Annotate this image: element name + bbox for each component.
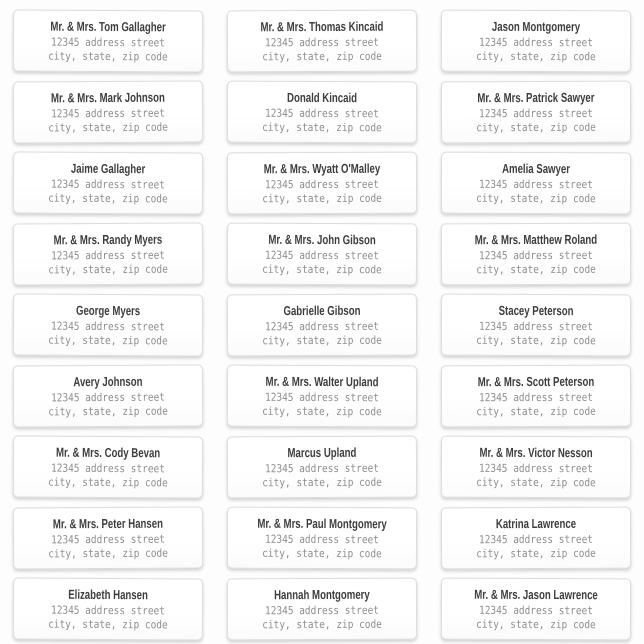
recipient-name: George Myers [75,302,141,319]
address-line-1: 12345 address street [50,319,165,334]
recipient-name: Mr. & Mrs. Mark Johnson [50,89,165,106]
address-label [227,152,417,215]
address-line-2: city, state, zip code [476,120,596,134]
address-label [441,436,631,499]
address-label [13,293,203,356]
address-label [13,364,203,427]
address-lines [241,107,403,135]
address-lines [27,320,189,348]
address-label [13,506,203,569]
address-line-1: 12345 address street [479,248,593,263]
address-label [441,507,631,570]
address-line-2: city, state, zip code [48,49,168,63]
address-line-2: city, state, zip code [48,546,168,560]
address-lines [455,107,617,135]
address-line-2: city, state, zip code [262,49,382,63]
recipient-name: Mr. & Mrs. John Gibson [268,231,376,248]
recipient-name: Mr. & Mrs. Randy Myers [53,231,163,248]
recipient-name: Mr. & Mrs. Walter Upland [265,373,379,390]
address-lines [27,604,189,632]
recipient-name: Amelia Sawyer [502,160,571,177]
address-label [13,151,203,214]
address-line-2: city, state, zip code [476,404,596,418]
recipient-name: Gabrielle Gibson [283,302,361,319]
address-line-1: 12345 address street [265,390,379,405]
address-line-2: city, state, zip code [48,191,168,205]
address-line-1: 12345 address street [265,106,379,121]
address-line-1: 12345 address street [51,532,165,547]
recipient-name: Marcus Upland [287,444,357,461]
address-label [441,152,631,215]
recipient-name: Katrina Lawrence [495,515,577,532]
address-line-2: city, state, zip code [262,333,382,347]
address-label [441,578,631,641]
address-lines [241,36,403,64]
address-label [227,223,417,286]
address-lines [27,462,189,490]
recipient-name: Elizabeth Hansen [68,586,148,603]
address-lines [241,391,403,419]
address-line-1: 12345 address street [265,532,379,547]
address-line-2: city, state, zip code [476,262,596,276]
address-line-1: 12345 address street [479,532,593,547]
address-line-1: 12345 address street [265,319,379,334]
address-line-1: 12345 address street [50,177,165,192]
address-line-2: city, state, zip code [476,191,596,205]
recipient-name: Mr. & Mrs. Jason Lawrence [474,586,598,603]
address-line-2: city, state, zip code [48,404,168,418]
address-lines [241,178,403,206]
address-line-2: city, state, zip code [262,546,382,560]
address-lines [455,462,617,490]
address-line-1: 12345 address street [265,248,379,263]
address-label [227,365,417,428]
recipient-name: Donald Kincaid [287,89,358,106]
address-line-1: 12345 address street [50,603,165,618]
address-lines [455,533,617,561]
address-lines [27,178,189,206]
address-lines [455,320,617,348]
address-line-1: 12345 address street [51,390,165,405]
address-lines [241,604,403,632]
address-lines [27,36,189,64]
recipient-name: Mr. & Mrs. Cody Bevan [55,444,161,461]
address-line-1: 12345 address street [479,106,593,121]
recipient-name: Jason Montgomery [491,18,581,35]
address-label [441,81,631,144]
address-lines [241,320,403,348]
address-line-2: city, state, zip code [262,262,382,276]
address-label [227,10,417,73]
recipient-name: Mr. & Mrs. Paul Montgomery [257,515,387,532]
address-line-2: city, state, zip code [262,617,382,631]
address-label [227,578,417,641]
address-lines [27,533,189,561]
address-line-2: city, state, zip code [476,333,596,347]
recipient-name: Mr. & Mrs. Wyatt O'Malley [263,160,381,177]
address-lines [27,107,189,135]
recipient-name: Mr. & Mrs. Matthew Roland [474,231,598,248]
address-lines [241,533,403,561]
address-line-2: city, state, zip code [476,49,596,63]
address-lines [455,36,617,64]
recipient-name: Mr. & Mrs. Patrick Sawyer [477,89,595,106]
address-line-1: 12345 address street [479,461,593,476]
recipient-name: Mr. & Mrs. Thomas Kincaid [260,18,384,35]
address-line-1: 12345 address street [265,35,379,50]
address-lines [455,178,617,206]
address-line-2: city, state, zip code [476,617,596,631]
recipient-name: Mr. & Mrs. Tom Gallagher [50,18,166,35]
address-label [441,294,631,357]
address-label [13,435,203,498]
address-lines [241,462,403,490]
address-line-2: city, state, zip code [476,546,596,560]
address-label [13,577,203,640]
address-line-2: city, state, zip code [476,475,596,489]
address-label [13,9,203,72]
address-line-1: 12345 address street [51,248,165,263]
address-line-1: 12345 address street [265,603,379,618]
address-line-2: city, state, zip code [48,120,168,134]
recipient-name: Mr. & Mrs. Peter Hansen [52,515,164,532]
address-label [227,81,417,144]
address-lines [27,249,189,277]
address-line-2: city, state, zip code [262,120,382,134]
recipient-name: Mr. & Mrs. Victor Nesson [479,444,593,461]
address-lines [455,249,617,277]
address-line-2: city, state, zip code [48,475,168,489]
recipient-name: Stacey Peterson [498,302,574,319]
address-label [227,294,417,357]
address-line-1: 12345 address street [479,390,593,405]
address-line-2: city, state, zip code [262,475,382,489]
address-line-2: city, state, zip code [262,404,382,418]
address-line-2: city, state, zip code [48,333,168,347]
address-label [441,365,631,428]
address-line-1: 12345 address street [265,177,379,192]
address-line-1: 12345 address street [479,35,593,50]
recipient-name: Mr. & Mrs. Scott Peterson [477,373,595,390]
address-label [13,222,203,285]
address-lines [241,249,403,277]
address-line-2: city, state, zip code [48,617,168,631]
address-label [441,10,631,73]
address-line-1: 12345 address street [479,177,593,192]
address-label [441,223,631,286]
recipient-name: Jaime Gallagher [70,160,146,177]
address-lines [27,391,189,419]
address-line-1: 12345 address street [479,319,593,334]
address-line-1: 12345 address street [479,603,593,618]
address-line-1: 12345 address street [51,106,165,121]
recipient-name: Avery Johnson [73,373,143,390]
address-label [227,436,417,499]
address-lines [455,604,617,632]
address-lines [455,391,617,419]
address-label [227,507,417,570]
address-label [13,80,203,143]
address-line-2: city, state, zip code [262,191,382,205]
address-line-1: 12345 address street [265,461,379,476]
address-line-2: city, state, zip code [48,262,168,276]
recipient-name: Hannah Montgomery [274,586,370,603]
address-line-1: 12345 address street [50,461,165,476]
address-line-1: 12345 address street [50,35,165,50]
